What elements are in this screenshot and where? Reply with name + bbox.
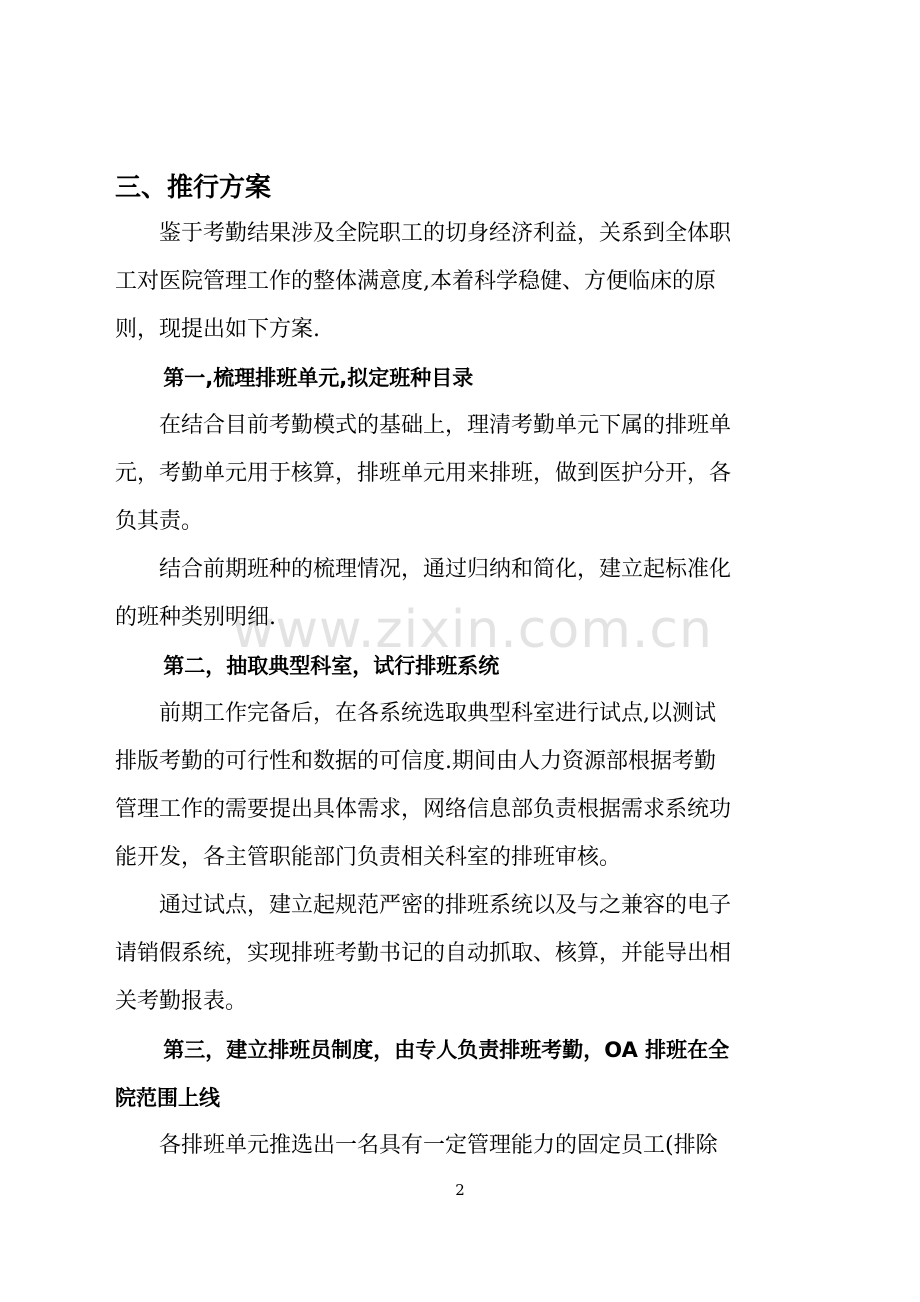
text-line: 请销假系统，实现排班考勤书记的自动抓取、核算，并能导出相 [115, 941, 732, 966]
text-line: 负其责。 [115, 509, 204, 534]
text-line: 结合前期班种的梳理情况，通过归纳和简化，建立起标准化 [159, 557, 732, 582]
text-line: 能开发，各主管职能部门负责相关科室的排班审核。 [115, 845, 622, 870]
section3-paragraph-1 [115, 1122, 805, 1170]
text-line: 关考勤报表。 [115, 989, 248, 1014]
section2-paragraph-1 [115, 690, 805, 882]
section-heading: 三、推行方案 [115, 173, 272, 203]
section1-paragraph-1 [115, 402, 805, 546]
text-line: 鉴于考勤结果涉及全院职工的切身经济利益，关系到全体职 [159, 221, 732, 246]
text-line: 排版考勤的可行性和数据的可信度.期间由人力资源部根据考勤 [115, 749, 716, 774]
text-line: 工对医院管理工作的整体满意度,本着科学稳健、方便临床的原 [115, 269, 716, 294]
section1-paragraph-2 [115, 546, 805, 642]
title-line: 院范围上线 [115, 1086, 220, 1110]
text-line: 通过试点，建立起规范严密的排班系统以及与之兼容的电子 [159, 893, 732, 918]
subsection-title-3 [115, 1026, 805, 1122]
page-number: 2 [455, 1181, 465, 1199]
text-line: 则，现提出如下方案. [115, 317, 320, 342]
text-line: 的班种类别明细. [115, 605, 276, 630]
text-line: 各排班单元推选出一名具有一定管理能力的固定员工(排除 [159, 1133, 718, 1158]
document-body [115, 166, 805, 1170]
title-line: 第三，建立排班员制度，由专人负责排班考勤，OA 排班在全 [163, 1038, 730, 1062]
text-line: 前期工作完备后，在各系统选取典型科室进行试点,以测试 [159, 701, 716, 726]
text-line: 元，考勤单元用于核算，排班单元用来排班，做到医护分开，各 [115, 461, 732, 486]
section2-paragraph-2 [115, 882, 805, 1026]
subsection-title-2: 第二，抽取典型科室，试行排班系统 [163, 654, 500, 678]
intro-paragraph [115, 210, 805, 354]
text-line: 在结合目前考勤模式的基础上，理清考勤单元下属的排班单 [159, 413, 732, 438]
text-line: 管理工作的需要提出具体需求，网络信息部负责根据需求系统功 [115, 797, 732, 822]
watermark: www.zixin.com.cn [232, 600, 713, 660]
subsection-title-1: 第一,梳理排班单元,拟定班种目录 [163, 366, 474, 390]
